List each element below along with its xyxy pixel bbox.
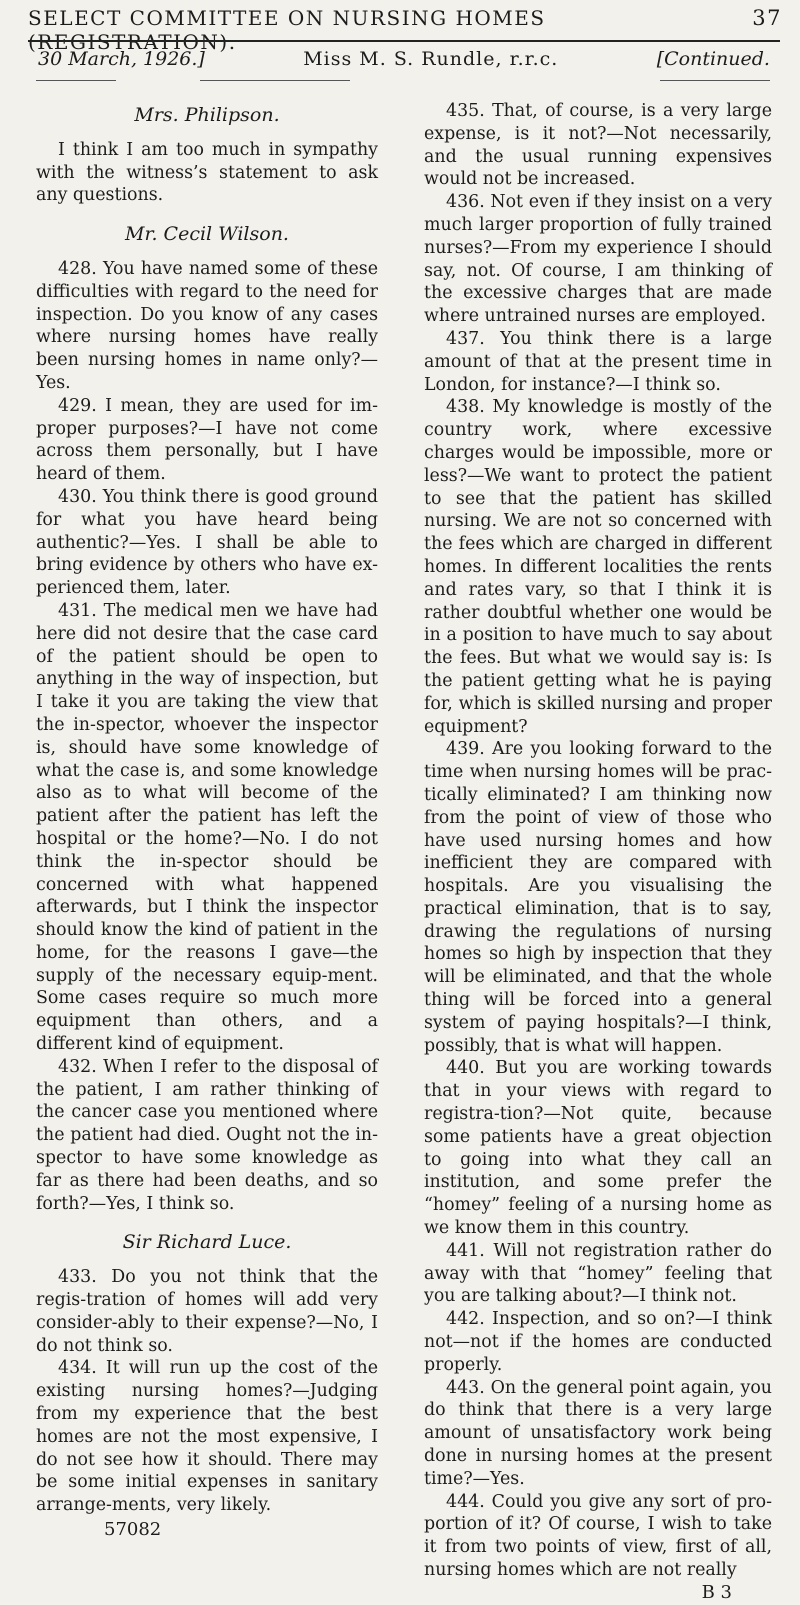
page-number: 37 (752, 6, 782, 30)
paragraph-437: 437. You think there is a large amount of that at the present time in London, for instance?—I think so. (424, 328, 772, 395)
running-title: SELECT COMMITTEE ON NURSING HOMES (REGISTRATION). (28, 6, 546, 54)
paragraph-441: 441. Will not registration rather do away with that “homey” feeling that you are talking about?—I think not. (424, 1240, 772, 1307)
paragraph-429: 429. I mean, they are used for im-proper purposes?—I have not come across them personally, but I have heard of them. (36, 395, 378, 485)
paragraph-436: 436. Not even if they insist on a very much larger proportion of fully trained nurses?—From my experience I should say, not. Of course, I am thinking of the excessive charges that are made where untrained nurses are employed. (424, 192, 772, 327)
subheader (38, 48, 770, 70)
paragraph-442: 442. Inspection, and so on?—I think not—not if the homes are conducted properly. (424, 1309, 772, 1375)
subheader-rule-middle (200, 80, 350, 81)
header-rule (28, 40, 780, 42)
speaker-heading: Mrs. Philipson. (134, 104, 280, 126)
left-column (36, 100, 378, 1542)
witness-name: Miss M. S. Rundle, r.r.c. (303, 48, 559, 70)
paragraph-intro: I think I am too much in sympathy with the witness’s statement to ask any questions. (36, 139, 378, 206)
right-column (424, 100, 772, 1605)
paragraph-433: 433. Do you not think that the regis-tration of homes will add very consider-ably to their expense?—No, I do not think so. (36, 1267, 378, 1356)
subheader-rule-right (660, 80, 770, 81)
print-code: 57082 (104, 1519, 162, 1541)
paragraph-440: 440. But you are working towards that in your views with regard to registra-tion?—Not quite, because some patients have a great objection to going into what they call an institution, and some prefer the “homey” feeling of a nursing home as we know them in this country. (424, 1058, 772, 1239)
paragraph-428: 428. You have named some of these difficulties with regard to the need for inspection. Do you know of any cases where nursing homes have really been nursing homes in name only?—Yes. (36, 258, 378, 393)
paragraph-444: 444. Could you give any sort of pro-portion of it? Of course, I wish to take it from two points of view, first of all, nursing homes which are not really (424, 1491, 772, 1580)
hearing-date: 30 March, 1926.] (38, 48, 205, 70)
page-header (28, 6, 782, 54)
paragraph-438: 438. My knowledge is mostly of the country work, where excessive charges would be impossible, more or less?—We want to protect the patient to see that the patient has skilled nursing. We are not so concerned with the fees which are charged in different homes. In different localities the rents and rates vary, so that I think it is rather doubtful whether one would be in a position to have much to say about the fees. But what we would say is: Is the patient getting what he is paying for, which is skilled nursing and proper equipment? (424, 397, 772, 737)
signature-mark: B 3 (701, 1581, 732, 1603)
paragraph-431: 431. The medical men we have had here did not desire that the case card of the patient should be open to anything in the way of inspection, but I take it you are taking the view that the in-spector, whoever the inspector is, should have some knowledge of what the case is, and some knowledge also as to what will become of the patient after the patient has left the hospital or the home?—No. I do not think the in-spector should be concerned with what happened afterwards, but I think the inspector should know the kind of patient in the home, for the reasons I gave—the supply of the necessary equip-ment. Some cases require so much more equipment than others, and a different kind of equipment. (36, 600, 378, 1055)
paragraph-434: 434. It will run up the cost of the existing nursing homes?—Judging from my experience that the best homes are not the most expensive, I do not see how it should. There may be some initial expenses in sanitary arrange-ments, very likely. (36, 1358, 378, 1516)
subheader-rule-left (36, 80, 116, 81)
continued-label: [Continued. (656, 48, 770, 70)
paragraph-430: 430. You think there is good ground for what you have heard being authentic?—Yes. I shall be able to bring evidence by others who have ex-perienced them, later. (36, 486, 378, 599)
speaker-heading: Mr. Cecil Wilson. (125, 223, 289, 246)
speaker-heading: Sir Richard Luce. (122, 1231, 292, 1254)
paragraph-435: 435. That, of course, is a very large expense, is it not?—Not necessarily, and the usual running expensives would not be increased. (424, 101, 772, 190)
paragraph-432: 432. When I refer to the disposal of the patient, I am rather thinking of the cancer case you mentioned where the patient had died. Ought not the in-spector to have some knowledge as far as there had been deaths, and so forth?—Yes, I think so. (36, 1056, 378, 1214)
paragraph-443: 443. On the general point again, you do think that there is a very large amount of unsatisfactory work being done in nursing homes at the present time?—Yes. (424, 1377, 772, 1489)
paragraph-439: 439. Are you looking forward to the time when nursing homes will be prac-tically eliminated? I am thinking now from the point of view of those who have used nursing homes and how inefficient they are compared with hospitals. Are you visualising the practical elimination, that is to say, drawing the regulations of nursing homes so high by inspection that they will be eliminated, and that the whole thing will be forced into a general system of paying hospitals?—I think, possibly, that is what will happen. (424, 739, 772, 1056)
